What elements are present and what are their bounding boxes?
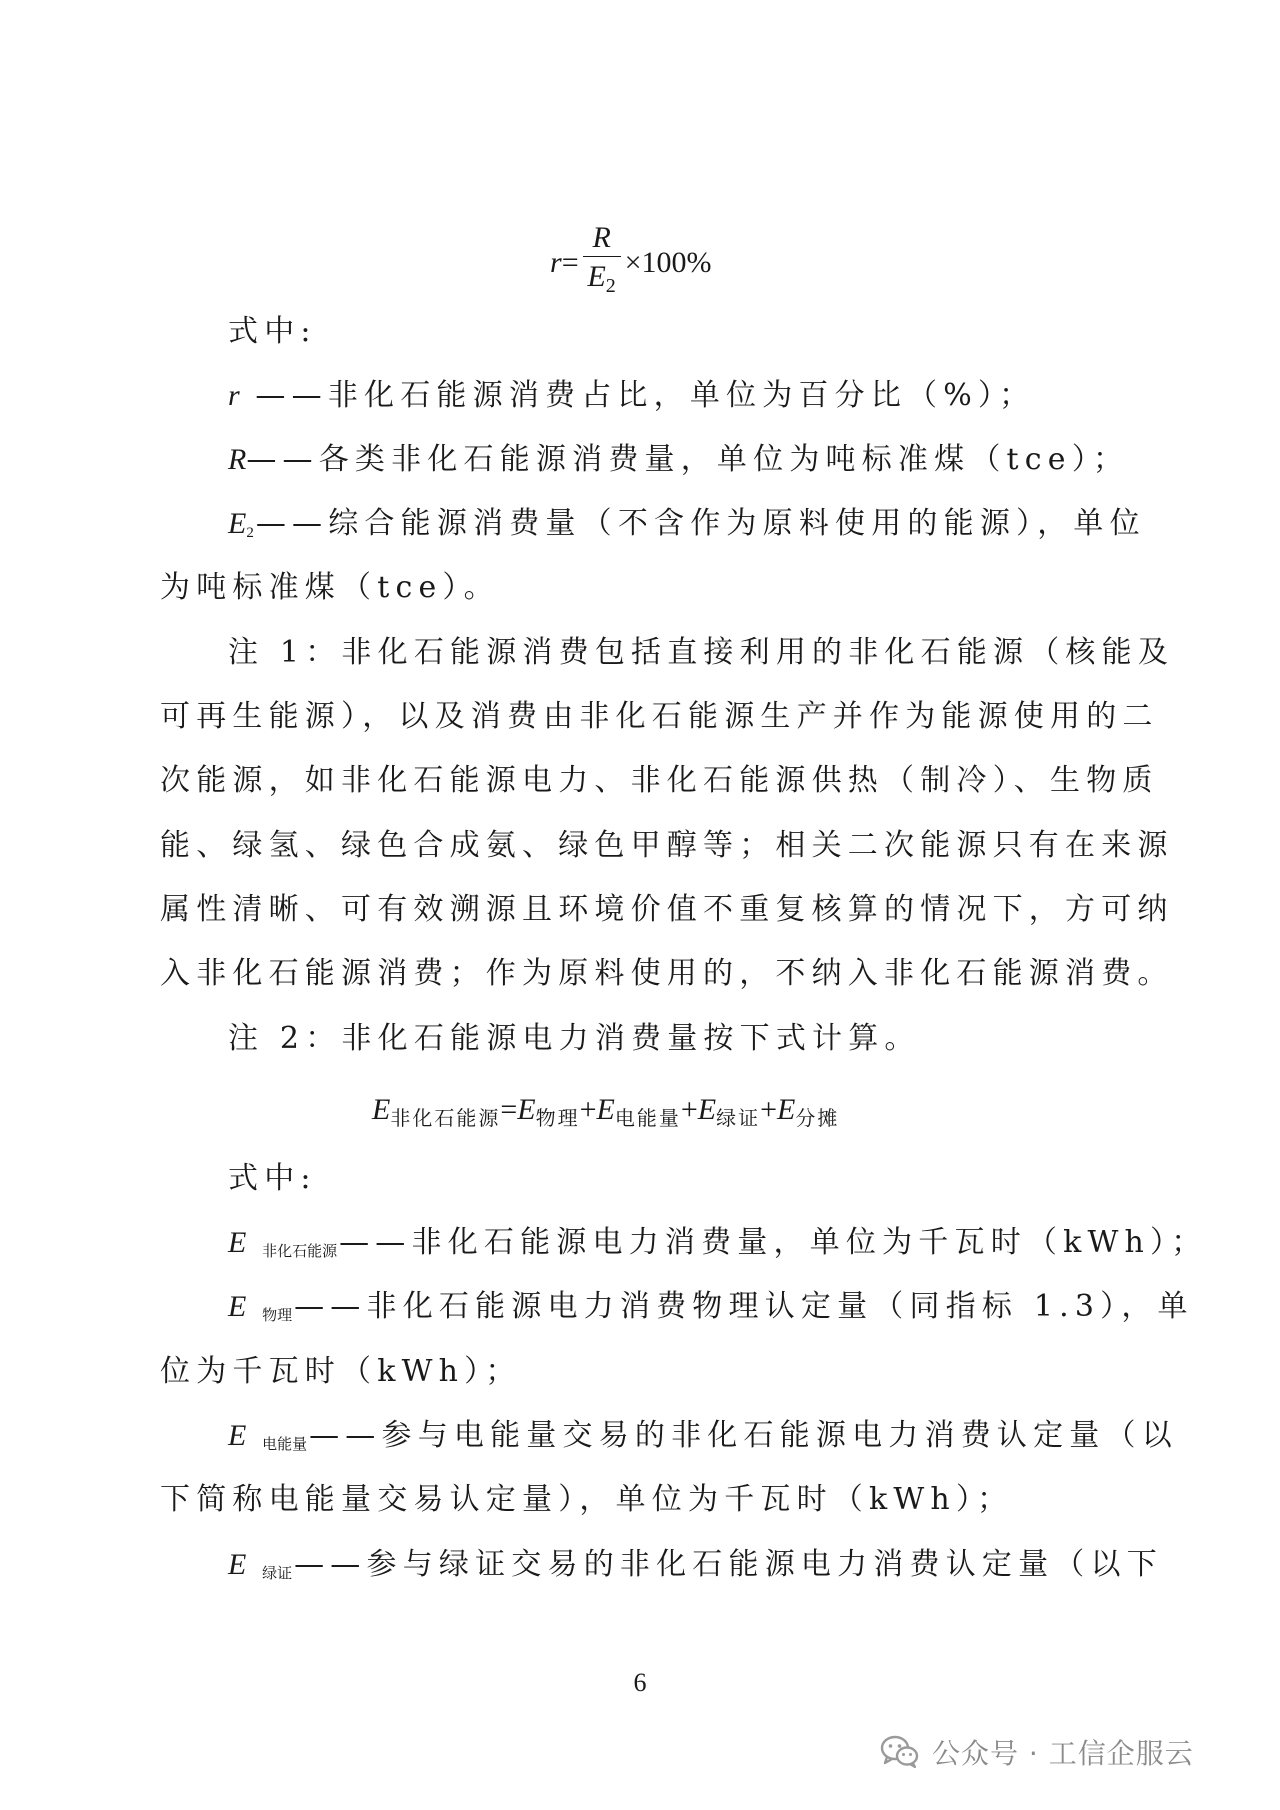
definition-E-cert-text: ——参与绿证交易的非化石能源电力消费认定量（以下 xyxy=(294,1547,1163,1582)
note1-line: 注 1：非化石能源消费包括直接利用的非化石能源（核能及 xyxy=(228,635,1175,670)
definition-r-text: ——非化石能源消费占比，单位为百分比（%）； xyxy=(239,378,1036,413)
symbol-E-subscript: 电能量 xyxy=(262,1435,308,1453)
definition-E-phys xyxy=(228,1287,1194,1335)
symbol-E: E xyxy=(228,1548,247,1581)
formula-ratio xyxy=(550,218,712,308)
symbol-E: E xyxy=(228,1290,247,1323)
formula2-equals: = xyxy=(500,1093,518,1126)
formula2-plus: + xyxy=(680,1093,698,1126)
definition-E2-text: ——综合能源消费量（不含作为原料使用的能源），单位 xyxy=(255,506,1146,541)
formula2-E: E xyxy=(372,1093,391,1126)
symbol-E-subscript: 物理 xyxy=(262,1306,293,1324)
denominator-subscript: 2 xyxy=(605,275,616,298)
note1-line: 次能源，如非化石能源电力、非化石能源供热（制冷）、生物质 xyxy=(160,763,1159,798)
definition-E-total xyxy=(228,1223,1208,1271)
definition-E-phys-text: ——非化石能源电力消费物理认定量（同指标 1.3），单 xyxy=(294,1289,1194,1324)
note1-line: 能、绿氢、绿色合成氨、绿色甲醇等；相关二次能源只有在来源 xyxy=(160,828,1174,863)
formula-lhs: r xyxy=(550,246,562,279)
definition-E2 xyxy=(228,504,1146,553)
formula2-sub-energy: 电能量 xyxy=(614,1106,681,1130)
definition-r xyxy=(228,376,1130,416)
formula-fraction xyxy=(583,220,621,307)
wechat-icon xyxy=(880,1735,920,1769)
definition-E-phys-continued: 位为千瓦时（kWh）； xyxy=(160,1354,522,1389)
note1-line: 可再生能源），以及消费由非化石能源生产并作为能源使用的二 xyxy=(160,699,1159,734)
formula2-E: E xyxy=(517,1093,536,1126)
formula2-plus: + xyxy=(760,1093,777,1126)
watermark xyxy=(880,1732,1194,1772)
page-number: 6 xyxy=(633,1668,647,1697)
definition-E-total-text: ——非化石能源电力消费量，单位为千瓦时（kWh）； xyxy=(339,1225,1208,1260)
definition-E2-continued: 为吨标准煤（tce）。 xyxy=(160,570,500,605)
formula2-sub-phys: 物理 xyxy=(535,1106,580,1130)
formula2-E: E xyxy=(697,1093,717,1126)
formula2-sub-total: 非化石能源 xyxy=(390,1106,501,1130)
definition-E-cert xyxy=(228,1545,1163,1593)
formula-times: ×100% xyxy=(624,246,712,279)
definition-E-energy-continued: 下简称电能量交易认定量），单位为千瓦时（kWh）； xyxy=(160,1482,1014,1517)
definition-R xyxy=(228,440,1130,480)
formula2-plus: + xyxy=(579,1093,597,1126)
formula-equals: = xyxy=(561,246,579,279)
definition-E-energy-text: ——参与电能量交易的非化石能源电力消费认定量（以 xyxy=(309,1418,1178,1453)
note1-line: 入非化石能源消费；作为原料使用的，不纳入非化石能源消费。 xyxy=(160,956,1174,991)
formula-electricity xyxy=(372,1090,839,1138)
symbol-E-subscript: 2 xyxy=(246,525,254,541)
denominator-symbol: E xyxy=(587,260,606,294)
note2: 注 2：非化石能源电力消费量按下式计算。 xyxy=(228,1021,921,1056)
definition-E-energy xyxy=(228,1416,1178,1464)
formula2-sub-cert: 绿证 xyxy=(716,1106,761,1130)
formula2-E: E xyxy=(596,1093,615,1126)
formula2-E: E xyxy=(777,1093,796,1126)
definition-R-text: ——各类非化石能源消费量，单位为吨标准煤（tce）； xyxy=(246,442,1130,477)
fraction-denominator xyxy=(587,257,615,306)
symbol-E: E xyxy=(228,507,247,540)
symbol-R: R xyxy=(228,443,247,476)
symbol-r: r xyxy=(228,379,240,412)
symbol-E-subscript: 绿证 xyxy=(262,1564,293,1582)
where-label-1: 式中: xyxy=(228,314,317,349)
where-label-2: 式中: xyxy=(228,1161,317,1196)
symbol-E: E xyxy=(228,1226,247,1259)
symbol-E: E xyxy=(228,1419,247,1452)
symbol-E-subscript: 非化石能源 xyxy=(262,1242,338,1260)
note1-line: 属性清晰、可有效溯源且环境价值不重复核算的情况下，方可纳 xyxy=(160,892,1174,927)
watermark-text: 公众号 · 工信企服云 xyxy=(932,1737,1194,1770)
fraction-numerator: R xyxy=(592,220,611,254)
formula2-sub-alloc: 分摊 xyxy=(795,1106,840,1130)
